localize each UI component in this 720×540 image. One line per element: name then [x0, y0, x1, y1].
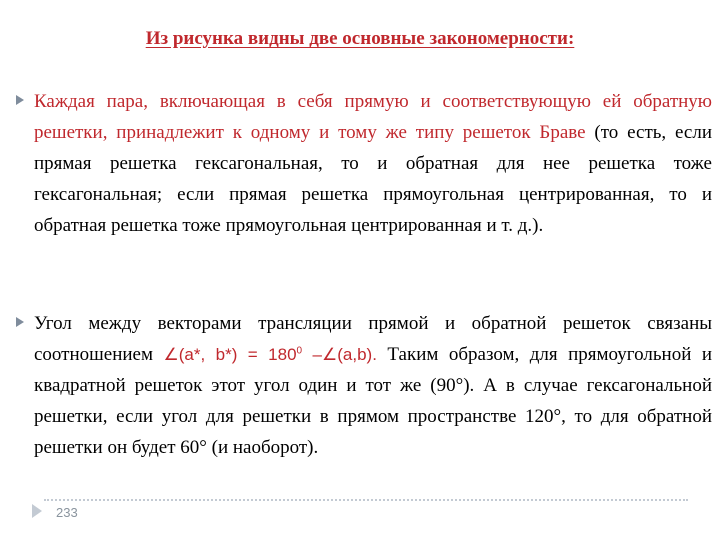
slide-title: Из рисунка видны две основные закономерности: — [145, 28, 575, 49]
bullet-2-text-after: Таким образом, для прямоугольной и квадратной решеток этот угол один и тот же (90°). А в случае гексагональной решетки, если угол для решетки в прямом пространстве 120°, то для обратной решетки он будет 60° (и наоборот). — [34, 344, 712, 458]
angle-formula — [163, 345, 376, 364]
formula-superscript: 0 — [296, 345, 303, 357]
bullet-marker-icon — [16, 95, 24, 105]
page-number-arrow-icon — [32, 504, 42, 518]
formula-part-1: ∠(a*, b*) = 180 — [163, 345, 297, 364]
bullet-2-text-before: Угол между векторами трансляции прямой и обратной решеток связаны соотношением — [34, 313, 712, 365]
formula-part-2: –∠(a,b). — [302, 345, 377, 364]
page-number: 233 — [56, 505, 78, 520]
bullet-1-text: (то есть, если прямая решетка гексагональная, то и обратная для нее решетка тоже гексагональная; если прямая решетка прямоугольная центрированная, то и обратная решетка тоже прямоугольная центрированная и т. д.). — [34, 122, 712, 236]
footer-divider — [44, 499, 688, 501]
bullet-1-highlight: Каждая пара, включающая в себя прямую и соответствующую ей обратную решетки, принадлежит к одному и тому же типу решеток Браве — [34, 91, 712, 143]
bullet-paragraph-1 — [34, 86, 712, 241]
bullet-paragraph-2 — [34, 308, 712, 463]
bullet-marker-icon — [16, 317, 24, 327]
